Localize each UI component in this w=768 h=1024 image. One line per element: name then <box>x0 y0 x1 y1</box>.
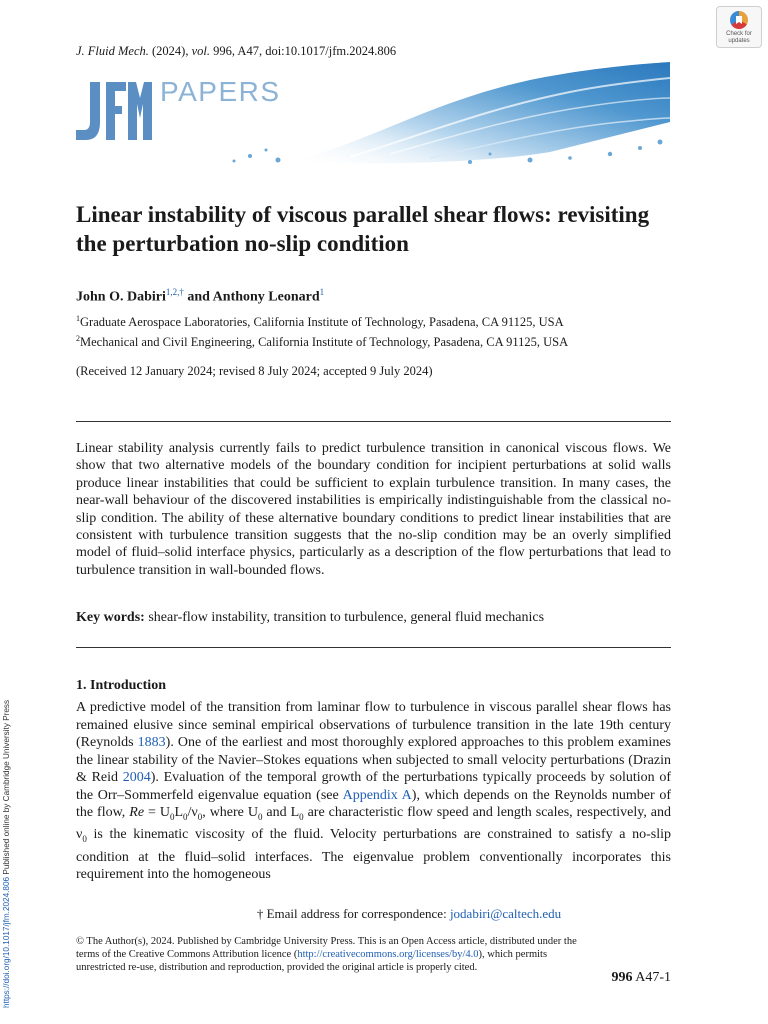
intro-text: A predictive model of the transition from laminar flow to turbulence in viscous parallel shear flows has remained elusive since seminal empirical observations of turbulence transition in the late 19th century (Reynolds <box>76 700 671 750</box>
ref-appendix-a[interactable]: Appendix A <box>342 787 412 803</box>
abstract: Linear stability analysis currently fails to predict turbulence transition in canonical viscous flows. We show that two alternative models of the boundary condition for incipient perturbations at solid walls produce linear instabilities that could be sufficient to explain turbulence transition. In many cases, the near-wall behaviour of the discovered instabilities is empirically indistinguishable from the classical no-slip condition. The ability of these alternative boundary conditions to predict linear instabilities that are consistent with turbulence transition suggests that the no-slip condition may be an overly simplified model of fluid–solid interface physics, particularly as a description of the flow perturbations that lead to turbulence transition in wall-bounded flows. <box>76 441 671 578</box>
affiliation-2 <box>76 334 568 350</box>
ref-drazin-reid-2004[interactable]: 2004 <box>122 770 151 785</box>
author-and: and <box>183 289 213 305</box>
intro-math: /ν <box>187 805 198 820</box>
re-symbol: Re <box>129 805 145 820</box>
intro-math: = U <box>144 805 170 820</box>
citation-tail: 996, A47, doi:10.1017/jfm.2024.806 <box>210 44 397 58</box>
intro-text: ). Evaluation of the temporal growth of the perturbations typically proceeds by solution of the Orr–Sommerfeld eigenvalue equation (see <box>76 770 671 803</box>
author2-affil-marks[interactable]: 1 <box>319 287 325 297</box>
intro-text: is the kinematic viscosity of the fluid. Velocity perturbations are constrained to satisfy a no-slip condition at the fluid–solid interfaces. The eigenvalue problem conventionally incorporates this requirement into the homogeneous <box>76 827 671 883</box>
intro-text: ), which depends on the Reynolds number of the flow, <box>76 787 671 820</box>
author-leonard: Anthony Leonard <box>212 289 320 305</box>
subscript: 0 <box>183 811 188 822</box>
intro-text: are characteristic flow speed and length scales, respectively, and ν <box>76 805 672 843</box>
citation-year: (2024), <box>148 44 192 58</box>
keywords <box>76 610 544 626</box>
keywords-label: Key words: <box>76 610 145 625</box>
article-title: Linear instability of viscous parallel shear flows: revisiting the perturbation no-slip condition <box>76 202 650 256</box>
badge-line2: updates <box>728 38 750 44</box>
side-doi-banner <box>0 658 14 1008</box>
license-statement <box>76 935 596 974</box>
journal-citation <box>76 44 396 59</box>
page-article-id: A47-1 <box>632 970 671 985</box>
side-doi-link[interactable]: https://doi.org/10.1017/jfm.2024.806 <box>2 876 11 1008</box>
ref-reynolds-1883[interactable]: 1883 <box>137 735 166 750</box>
footnote-prefix: † Email address for correspondence: <box>256 906 450 921</box>
badge-line1: Check for <box>726 31 752 37</box>
correspondence-email-link[interactable]: jodabiri@caltech.edu <box>449 906 562 921</box>
intro-text: and L <box>262 805 300 820</box>
bookmark-icon <box>730 11 748 29</box>
abstract-top-rule <box>76 421 671 422</box>
license-text: ), which permits unrestricted re-use, distribution and reproduction, provided the original article is properly cited. <box>76 949 548 973</box>
page-volume: 996 <box>611 970 633 985</box>
jfm-logo <box>76 82 152 140</box>
subscript: 0 <box>82 834 87 845</box>
papers-label: PAPERS <box>160 76 281 107</box>
affiliation-1 <box>76 314 564 330</box>
water-splash-image <box>230 62 670 168</box>
affiliation-num: 2 <box>76 334 80 343</box>
author-dabiri: John O. Dabiri <box>76 289 166 305</box>
license-text: © The Author(s), 2024. Published by Cambridge University Press. This is an Open Access article, distributed under the terms of the Creative Commons Attribution licence ( <box>76 936 577 960</box>
cc-license-link[interactable]: http://creativecommons.org/licenses/by/4.0 <box>297 949 479 960</box>
affiliation-num: 1 <box>76 314 80 323</box>
author1-affil-marks[interactable]: 1,2,† <box>165 287 184 297</box>
correspondence-footnote <box>0 906 768 922</box>
journal-name: J. Fluid Mech. <box>76 44 149 58</box>
received-dates: (Received 12 January 2024; revised 8 July 2024; accepted 9 July 2024) <box>76 364 433 378</box>
intro-text: ). One of the earliest and most thoroughly explored approaches to this problem examines the linear stability of the Navier–Stokes equations when subjected to small velocity perturbations (Drazin & Reid <box>76 735 671 785</box>
check-for-updates-badge[interactable] <box>716 6 762 48</box>
vol-label: vol. <box>191 44 210 58</box>
subscript: 0 <box>197 811 203 822</box>
affiliation-text: Graduate Aerospace Laboratories, California Institute of Technology, Pasadena, CA 91125, USA <box>80 315 564 330</box>
affiliation-text: Mechanical and Civil Engineering, California Institute of Technology, Pasadena, CA 91125, USA <box>80 335 569 350</box>
subscript: 0 <box>299 811 304 822</box>
subscript: 0 <box>257 811 263 822</box>
abstract-bottom-rule <box>76 647 671 648</box>
subscript: 0 <box>169 811 175 822</box>
intro-text: , where U <box>202 805 258 820</box>
introduction-paragraph <box>76 699 671 884</box>
side-published-text: Published online by Cambridge University Press <box>2 699 11 877</box>
section-heading-introduction: 1. Introduction <box>76 678 166 693</box>
intro-math: L <box>174 805 184 820</box>
keywords-list: shear-flow instability, transition to turbulence, general fluid mechanics <box>144 610 545 625</box>
page-number <box>600 970 671 986</box>
author-line <box>76 287 324 306</box>
